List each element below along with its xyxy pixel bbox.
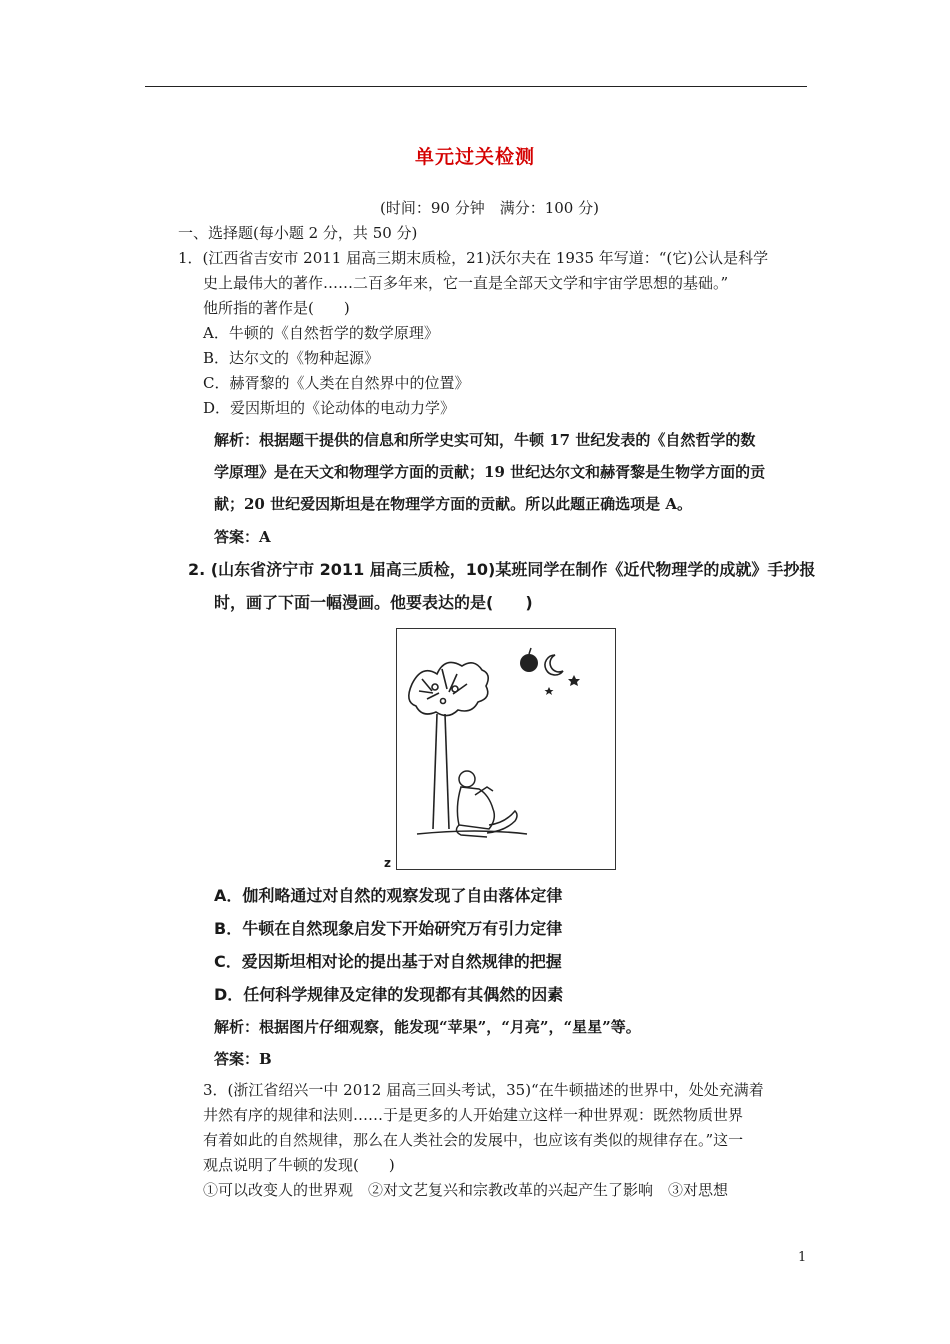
page-title: 单元过关检测 <box>414 146 535 168</box>
q2-answer: 答案：B <box>214 1050 272 1068</box>
q1-stem-line3: 他所指的著作是( ) <box>203 299 350 317</box>
q1-analysis-line1: 解析：根据题干提供的信息和所学史实可知，牛顿 17 世纪发表的《自然哲学的数 <box>214 431 756 449</box>
q3-stem-line2: 井然有序的规律和法则……于是更多的人开始建立这样一种世界观：既然物质世界 <box>203 1106 744 1124</box>
q2-option-c: C．爱因斯坦相对论的提出基于对自然规律的把握 <box>214 952 562 971</box>
q1-stem-line2: 史上最伟大的著作……二百多年来，它一直是全部天文学和宇宙学思想的基础。” <box>203 274 729 292</box>
page-number: 1 <box>798 1250 807 1265</box>
q2-option-d: D．任何科学规律及定律的发现都有其偶然的因素 <box>214 985 564 1004</box>
q3-stem-line5: ①可以改变人的世界观 ②对文艺复兴和宗教改革的兴起产生了影响 ③对思想 <box>203 1181 729 1199</box>
q1-analysis-line3: 献；20 世纪爱因斯坦是在物理学方面的贡献。所以此题正确选项是 A。 <box>214 495 692 513</box>
q1-stem-line1: 1．(江西省吉安市 2011 届高三期末质检，21)沃尔夫在 1935 年写道：“(它)公认是科学 <box>178 249 769 267</box>
q1-answer: 答案：A <box>214 528 271 546</box>
q1-option-d: D．爱因斯坦的《论动体的电动力学》 <box>203 399 456 417</box>
q2-stem-line2: 时，画了下面一幅漫画。他要表达的是( ) <box>214 593 533 612</box>
cartoon-figure <box>396 628 616 870</box>
q1-option-a: A．牛顿的《自然哲学的数学原理》 <box>203 324 439 342</box>
header-rule <box>145 86 807 87</box>
q3-stem-line4: 观点说明了牛顿的发现( ) <box>203 1156 395 1174</box>
q1-analysis-line2: 学原理》是在天文和物理学方面的贡献；19 世纪达尔文和赫胥黎是生物学方面的贡 <box>214 463 766 481</box>
q2-analysis: 解析：根据图片仔细观察，能发现“苹果”，“月亮”，“星星”等。 <box>214 1018 641 1036</box>
figure-label: z <box>384 856 391 870</box>
section-heading: 一、选择题(每小题 2 分，共 50 分) <box>178 224 418 242</box>
q1-option-c: C．赫胥黎的《人类在自然界中的位置》 <box>203 374 470 392</box>
q1-option-b: B．达尔文的《物种起源》 <box>203 349 380 367</box>
q2-option-b: B．牛顿在自然现象启发下开始研究万有引力定律 <box>214 919 563 938</box>
q3-stem-line1: 3．(浙江省绍兴一中 2012 届高三回头考试，35)“在牛顿描述的世界中，处处充满着 <box>203 1081 764 1099</box>
exam-meta: (时间：90 分钟 满分：100 分) <box>380 199 599 217</box>
q2-option-a: A．伽利略通过对自然的观察发现了自由落体定律 <box>214 886 563 905</box>
q3-stem-line3: 有着如此的自然规律，那么在人类社会的发展中，也应该有类似的规律存在。”这一 <box>203 1131 744 1149</box>
q2-stem-line1: 2. (山东省济宁市 2011 届高三质检，10)某班同学在制作《近代物理学的成就》手抄报 <box>188 560 816 579</box>
